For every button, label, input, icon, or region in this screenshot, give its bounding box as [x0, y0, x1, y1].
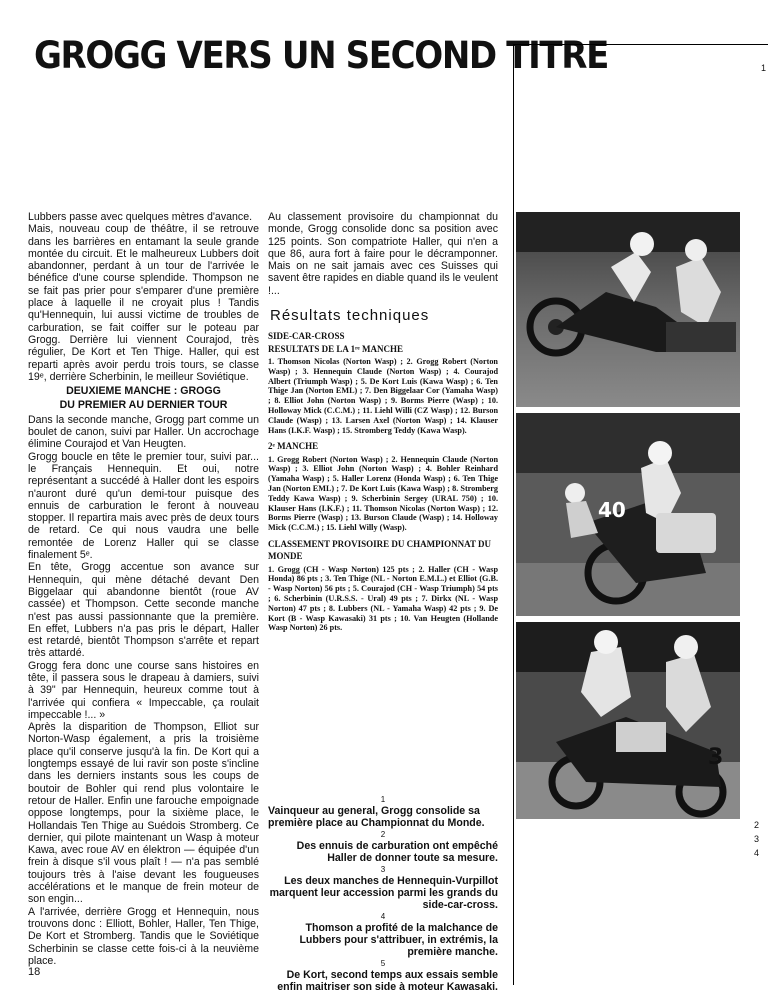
results-heading: CLASSEMENT PROVISOIRE DU CHAMPIONNAT DU MONDE — [268, 539, 492, 562]
article-column-2 — [268, 211, 498, 633]
caption: Thomson a profité de la malchance de Lubbers pour s'attribuer, in extrémis, la première manche. — [299, 922, 498, 958]
caption-number: 4 — [380, 912, 386, 921]
paragraph: Dans la seconde manche, Grogg part comme un boulet de canon, suivi par Haller. Un accrochage élimine Courajod et Van Heugten. — [28, 413, 259, 451]
page-number: 18 — [28, 966, 41, 978]
results-title: Résultats techniques — [270, 307, 430, 325]
subheading: DU PREMIER AU DERNIER TOUR — [59, 399, 228, 412]
caption: Les deux manches de Hennequin-Vurpillot marquent leur accession parmi les grands du side-car-cross. — [269, 875, 498, 911]
results-block — [268, 330, 498, 633]
caption: De Kort, second temps aux essais semble enfin maitriser son side à moteur Kawasaki. — [277, 969, 498, 993]
race-number-plate: 3 — [708, 745, 724, 770]
paragraph: Au classement provisoire du championnat du monde, Grogg consolide donc sa position avec 125 points. Son compatriote Haller, qui n'en a que 86, aura fort à faire pour le décramponner. Mais on ne sait jamais avec ces Suisses qui savent être rapides en diable quand ils le veulent !... — [268, 211, 498, 297]
results-heading: 2ᵉ MANCHE — [268, 441, 319, 452]
caption-number: 2 — [380, 830, 386, 839]
paragraph: Lubbers passe avec quelques mètres d'avance. — [28, 211, 253, 223]
paragraph: Grogg fera donc une course sans histoires en tête, il passera sous le drapeau à damiers, suivi à 39" par Hennequin, heureux comme tout à l'arrivée qui confiera « Impeccable, ça roulait impeccable !... » — [28, 659, 259, 721]
caption-number: 5 — [380, 959, 386, 968]
photo-sidecar-2 — [516, 413, 740, 616]
paragraph: A l'arrivée, derrière Grogg et Hennequin, nous trouvons donc : Elliott, Bohler, Haller, Ten Thige, De Kort et Stromberg. Tandis que le Soviétique Scherbinin se classe cette fois-ci à la neuvième place. — [28, 905, 259, 967]
headline: GROGG VERS UN SECOND TITRE — [34, 34, 608, 77]
results-heading: RESULTATS DE LA 1ʳᵉ MANCHE — [268, 343, 403, 354]
page-corner-number: 1 — [761, 63, 767, 73]
side-number: 2 — [754, 820, 760, 830]
results-list: 1. Thomson Nicolas (Norton Wasp) ; 2. Grogg Robert (Norton Wasp) ; 3. Hennequin Claude (Norton Wasp) ; 4. Courajod Albert (Triumph Wasp) ; 5. De Kort Luis (Kawa Wasp) ; 6. Ten Thige Jan (Norton EML) ; 7. Den Biggelaar Cor (Yamaha Wasp) ; 8. Elliot John (Norton Wasp) ; 9. Borms Pierre (Wasp) ; 10. Holloway Mick (C.C.M.) ; 11. Liehl Willi (CZ Wasp) ; 12. Burson Claude (Wasp) ; 13. Larsen Axel (Norton Wasp) ; 14. Klauser Hans (I.K.F. Wasp) ; 15. Stromberg Teddy (Kawa Wasp). — [268, 356, 498, 435]
caption-number: 3 — [380, 865, 386, 874]
results-list: 1. Grogg Robert (Norton Wasp) ; 2. Hennequin Claude (Norton Wasp) ; 3. Elliot John (Norton Wasp) ; 4. Bohler Reinhard (Yamaha Wasp) ; 5. Haller Lorenz (Honda Wasp) ; 6. Ten Thige Jan (Norton EML) ; 7. De Kort Luis (Kawa Wasp) ; 8. Stromberg Teddy Kawa Wasp) ; 9. Scherbinin Sergey (URAL 750) ; 10. Klauser Hans (I.K.F.) ; 11. Thomson Nicolas (Norton Wasp) ; 12. Borms Pierre (Wasp) ; 13. Burson Claude (Wasp) ; 14. Holloway Mick (C.C.M.) ; 15. Liehl Willy (Wasp). — [268, 454, 498, 533]
paragraph: Après la disparition de Thompson, Elliot sur Norton-Wasp également, a pris la troisième place qu'il conserve jusqu'à la fin. De Kort qui a longtemps essayé de lui ravir son poste s'incline dans les derniers instants sous les coups de boutoir de Bohler qui rend plus volontaire le retour de Haller. Enfin une farouche empoignade oppose longtemps, pour la sixième place, le Hollandais Ten Thige au Suédois Stromberg. Ce dernier, qui pilote maintenant un Wasp à moteur Kawa, avec roue AV en élektron — équipée d'un frein à disque s'il vous plaît ! — n'a pas semblé toujours très à l'aise devant les fougueuses accélérations et le manque de frein moteur de son engin... — [28, 721, 259, 906]
subheading: DEUXIEME MANCHE : GROGG — [66, 385, 221, 398]
results-list: 1. Grogg (CH - Wasp Norton) 125 pts ; 2. Haller (CH - Wasp Honda) 86 pts ; 3. Ten Thige (NL - Norton E.M.L.) et Elliot (G.B. - Wasp Norton) 56 pts ; 5. Courajod (CH - Wasp Triumph) 54 pts ; 6. Scherbinin (U.R.S.S. - Ural) 49 pts ; 7. Dirkx (NL - Wasp Norton) 47 pts ; 8. Lubbers (NL - Yamaha Wasp) 42 pts ; 9. De Kort (B - Wasp Kawasaki) 31 pts ; 10. Van Heugten (Hollande Wasp Norton) 26 pts. — [268, 564, 498, 633]
side-number: 4 — [754, 848, 760, 858]
paragraph: Mais, nouveau coup de théâtre, il se retrouve dans les barrières en entamant la seule grande montée du circuit. Et le malheureux Lubbers doit abandonner, perdant à un tour de l'arrivée le bénéfice d'une course splendide. Thompson ne se fait pas prier pour s'emparer d'une première place à laquelle il ne croyait plus ! Tandis qu'Hennequin, lui aussi victime de troubles de carburation, se fait coiffer sur le poteau par Grogg. Derrière lui viennent Courajod, très régulier, De Kort et Ten Thige. Haller, qui est reparti après avoir perdu trois tours, se classe 19ᵉ, derrière Scherbinin, le meilleur Soviétique. — [28, 223, 259, 383]
paragraph: En tête, Grogg accentue son avance sur Hennequin, qui mène détaché devant Den Biggelaar qui abandonne bientôt (roue AV cassée) et Thompson. Cette seconde manche n'est pas aussi passionnante que la première. En effet, Lubbers n'a pas pris le départ, Haller est retardé, bientôt Thompson s'arrête et repart très attardé. — [28, 561, 259, 660]
article-column-1 — [28, 211, 259, 967]
photo-captions — [268, 794, 498, 993]
caption: Vainqueur au general, Grogg consolide sa première place au Championnat du Monde. — [268, 805, 485, 829]
paragraph: Grogg boucle en tête le premier tour, suivi par... le Français Hennequin. Et oui, notre représentant a succédé à Haller dont les espoirs n'auront duré qu'un demi-tour puisque des ennuis de carburation le feront à nouveau stopper. Il repartira mais avec près de deux tours de retard. Ce qui nous vaudra une belle remontée de Lorenz Haller qui se classe finalement 5ᵉ. — [28, 450, 259, 562]
results-heading: SIDE-CAR-CROSS — [268, 331, 345, 342]
photo-sidecar-1 — [516, 212, 740, 407]
race-number-plate: 40 — [598, 498, 626, 522]
photo-sidecar-3 — [516, 622, 740, 819]
caption-number: 1 — [380, 795, 386, 804]
side-number: 3 — [754, 834, 760, 844]
caption: Des ennuis de carburation ont empêché Haller de donner toute sa mesure. — [296, 840, 498, 864]
